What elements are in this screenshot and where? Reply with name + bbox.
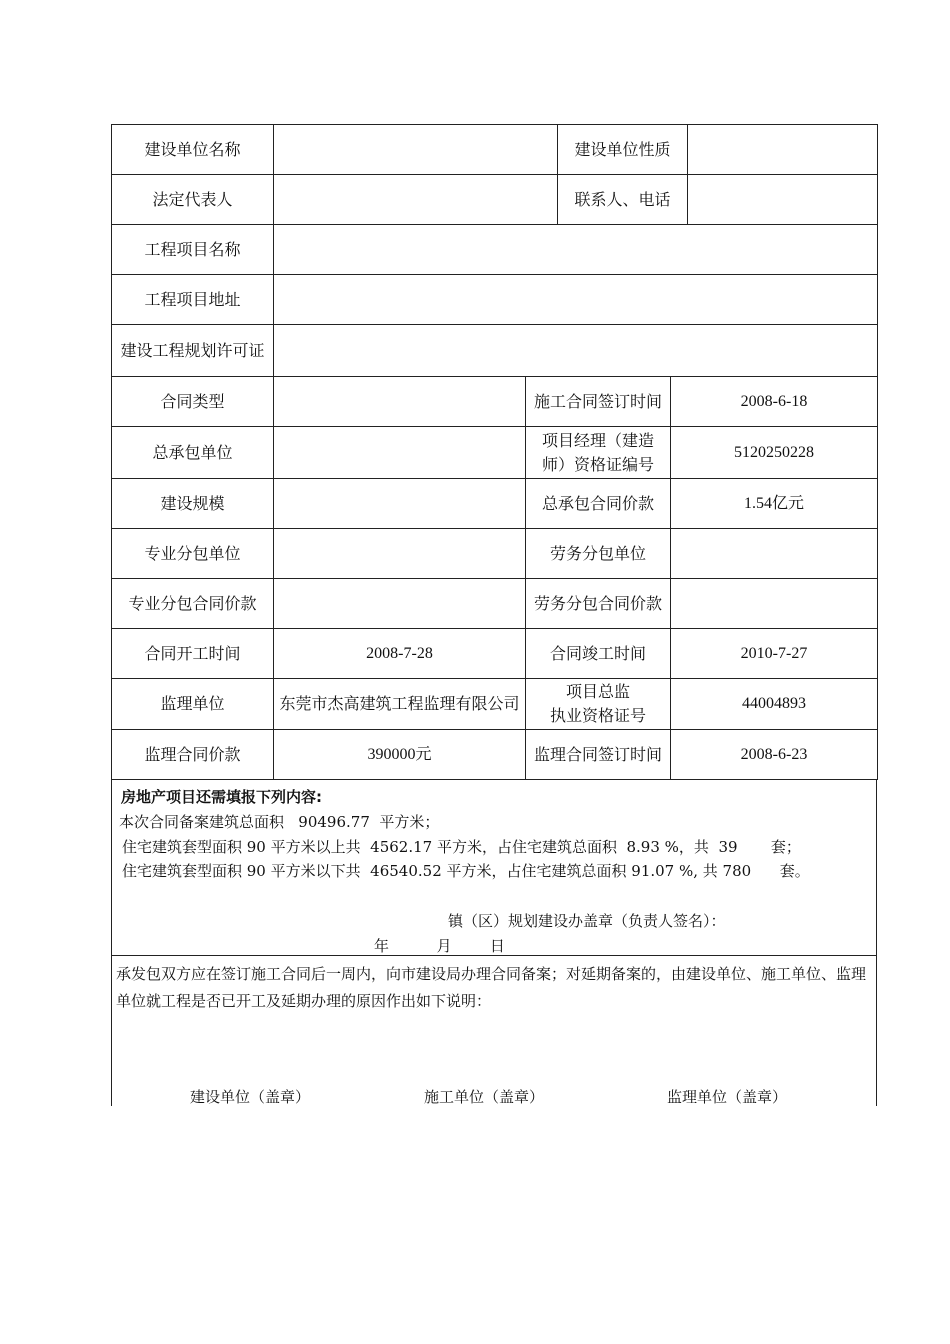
delay-note-section [111, 956, 877, 1106]
label-contract-sign-date: 施工合同签订时间 [526, 377, 671, 427]
value-specialty-price [274, 579, 526, 629]
table-row [112, 579, 878, 629]
table-row [112, 125, 878, 175]
label-builder-name: 建设单位名称 [112, 125, 274, 175]
value-start-date: 2008-7-28 [274, 629, 526, 679]
value-supervision-price: 390000元 [274, 730, 526, 780]
label-specialty-sub: 专业分包单位 [112, 529, 274, 579]
table-lower [111, 376, 878, 780]
label-supervision-price: 监理合同价款 [112, 730, 274, 780]
label-pm-cert-line2: 师）资格证编号 [541, 454, 654, 474]
value-builder-name [274, 125, 558, 175]
value-project-name [274, 225, 878, 275]
table-row [112, 529, 878, 579]
label-general-price: 总承包合同价款 [526, 479, 671, 529]
value-general-contractor [274, 427, 526, 479]
label-supervision-date: 监理合同签订时间 [526, 730, 671, 780]
label-specialty-price: 专业分包合同价款 [112, 579, 274, 629]
total-area-line: 本次合同备案建筑总面积 90496.77 平方米； [119, 813, 440, 831]
value-end-date: 2010-7-27 [671, 629, 878, 679]
value-contact [688, 175, 878, 225]
label-general-contractor: 总承包单位 [112, 427, 274, 479]
label-legal-rep: 法定代表人 [112, 175, 274, 225]
label-contract-type: 合同类型 [112, 377, 274, 427]
value-planning-permit [274, 325, 878, 377]
value-supervision-date: 2008-6-23 [671, 730, 878, 780]
table-row [112, 377, 878, 427]
label-director-cert-line1: 项目总监 [565, 682, 630, 701]
label-builder-type: 建设单位性质 [558, 125, 688, 175]
form-body [111, 124, 877, 1106]
label-project-address: 工程项目地址 [112, 275, 274, 325]
value-builder-type [688, 125, 878, 175]
value-contract-type [274, 377, 526, 427]
value-legal-rep [274, 175, 558, 225]
label-labor-sub: 劳务分包单位 [526, 529, 671, 579]
table-upper [111, 124, 878, 377]
below-90-line: 住宅建筑套型面积 90 平方米以下共 46540.52 平方米，占住宅建筑总面积 91.07 %, 共 780 套。 [122, 862, 810, 880]
builder-seal-label: 建设单位（盖章） [190, 1088, 311, 1106]
value-project-address [274, 275, 878, 325]
value-pm-cert: 5120250228 [671, 427, 878, 479]
label-pm-cert-line1: 项目经理（建造 [541, 430, 654, 450]
contractor-seal-label: 施工单位（盖章） [424, 1088, 545, 1106]
value-director-cert: 44004893 [671, 679, 878, 730]
label-scale: 建设规模 [112, 479, 274, 529]
table-row [112, 629, 878, 679]
table-row [112, 730, 878, 780]
supervisor-seal-label: 监理单位（盖章） [667, 1088, 788, 1106]
table-row [112, 175, 878, 225]
table-row [112, 225, 878, 275]
label-director-cert-line2: 执业资格证号 [549, 706, 646, 725]
real-estate-section [111, 780, 877, 956]
value-general-price: 1.54亿元 [671, 479, 878, 529]
label-contact: 联系人、电话 [558, 175, 688, 225]
stamp-date-line: 年 月 日 [374, 937, 505, 955]
value-labor-price [671, 579, 878, 629]
table-row [112, 325, 878, 377]
value-supervisor: 东莞市杰高建筑工程监理有限公司 [274, 679, 526, 730]
value-contract-sign-date: 2008-6-18 [671, 377, 878, 427]
delay-note-text: 承发包双方应在签订施工合同后一周内，向市建设局办理合同备案；对延期备案的，由建设单位、施工单位、监理单位就工程是否已开工及延期办理的原因作出如下说明： [116, 965, 867, 1010]
above-90-line: 住宅建筑套型面积 90 平方米以上共 4562.17 平方米，占住宅建筑总面积 8.93 %，共 39 套； [122, 838, 801, 856]
label-director-cert [526, 679, 671, 730]
table-row [112, 427, 878, 479]
table-row [112, 679, 878, 730]
label-planning-permit: 建设工程规划许可证 [112, 325, 274, 377]
value-labor-sub [671, 529, 878, 579]
label-project-name: 工程项目名称 [112, 225, 274, 275]
label-pm-cert [526, 427, 671, 479]
value-specialty-sub [274, 529, 526, 579]
label-end-date: 合同竣工时间 [526, 629, 671, 679]
town-stamp-line: 镇（区）规划建设办盖章（负责人签名）： [448, 912, 726, 930]
real-estate-heading: 房地产项目还需填报下列内容: [121, 788, 322, 806]
table-row [112, 275, 878, 325]
label-supervisor: 监理单位 [112, 679, 274, 730]
table-row [112, 479, 878, 529]
label-start-date: 合同开工时间 [112, 629, 274, 679]
value-scale [274, 479, 526, 529]
label-labor-price: 劳务分包合同价款 [526, 579, 671, 629]
